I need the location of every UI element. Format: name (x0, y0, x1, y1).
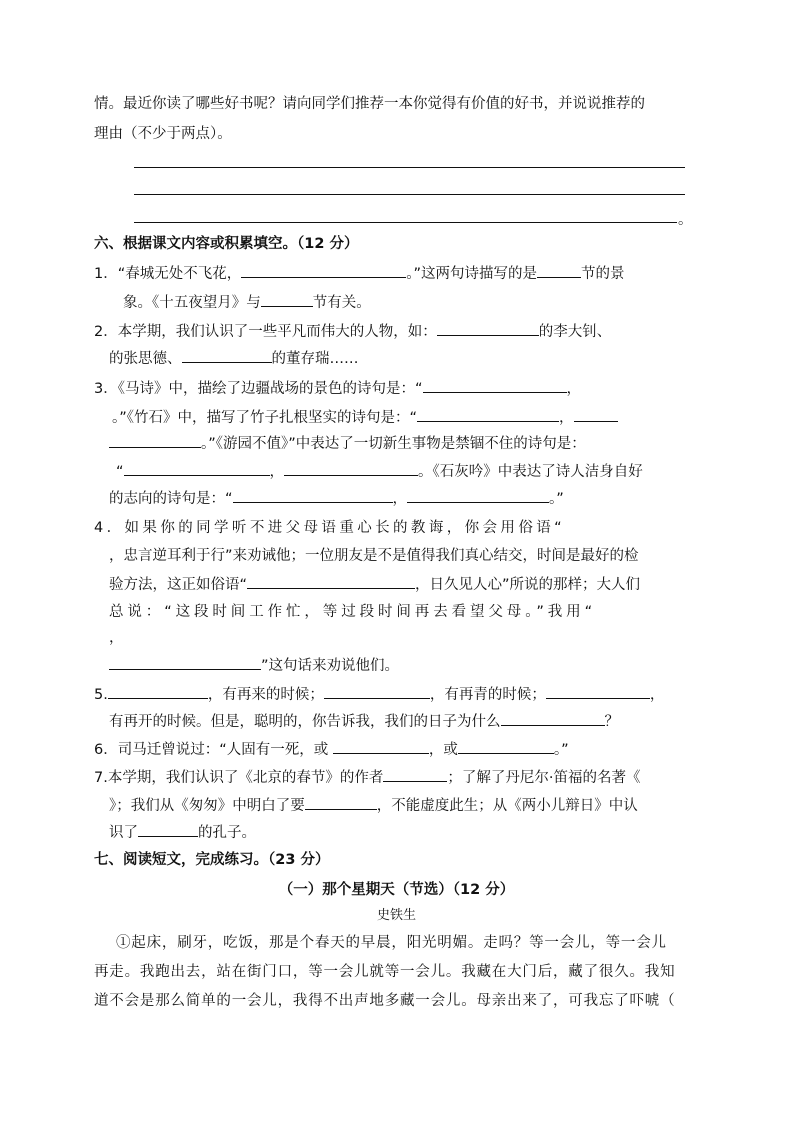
q4-text-e: 总说：“这段时间工作忙，等过段时间再去看望父母。”我用“ (109, 604, 596, 620)
q1-text-a: 1．“春城无处不飞花， (94, 266, 242, 282)
q3-text-g: ， (269, 464, 285, 480)
question-7-line-2 (109, 795, 638, 816)
q7-blank-3[interactable] (138, 822, 198, 837)
question-7-line-3 (109, 822, 256, 843)
q7-text-c: 》；我们从《匆匆》中明白了要 (109, 798, 305, 814)
question-5-line-1 (94, 684, 664, 705)
q7-blank-2[interactable] (305, 795, 377, 810)
q1-text-b: 。”这两句诗描写的是 (406, 266, 538, 282)
q6-text-a: 6．司马迁曾说过：“人固有一死，或 (94, 742, 333, 758)
q6-text-b: ，或 (428, 742, 458, 758)
question-3-line-4 (116, 461, 643, 482)
passage-line-3: 道不会是那么简单的一会儿，我得不出声地多藏一会儿。母亲出来了，可我忘了吓唬（ (94, 993, 676, 1009)
q3-text-a: 3．《马诗》中，描绘了边疆战场的景色的诗句是：“ (94, 381, 423, 397)
q3-blank-2[interactable] (417, 407, 559, 422)
q1-blank-2[interactable] (537, 263, 581, 278)
question-5-line-2 (109, 711, 619, 732)
q5-text-e: 有再开的时候。但是，聪明的，你告诉我，我们的日子为什么 (109, 714, 501, 730)
q3-text-i: 的志向的诗句是：“ (109, 491, 233, 507)
question-2-line-2 (109, 348, 359, 369)
passage-line-2: 再走。我跑出去，站在街门口，等一会儿就等一会儿。我藏在大门后，藏了很久。我知 (94, 964, 676, 980)
passage-title: （一）那个星期天（节选）（12 分） (278, 882, 515, 898)
q5-blank-1[interactable] (108, 684, 208, 699)
answer-end-period: 。 (678, 212, 693, 228)
question-3-line-2 (112, 407, 618, 428)
q3-text-e: 。”《游园不值》”中表达了一切新生事物是禁锢不住的诗句是： (201, 436, 586, 452)
q5-blank-4[interactable] (501, 711, 605, 726)
q5-blank-3[interactable] (546, 684, 650, 699)
q7-text-a: 7.本学期，我们认识了《北京的春节》的作者 (94, 770, 384, 786)
question-3-line-3 (109, 433, 586, 454)
question-4-line-4 (109, 602, 596, 622)
q1-text-e: 节有关。 (312, 295, 371, 311)
question-4-line-3 (109, 574, 640, 595)
q6-text-c: 。” (553, 742, 569, 758)
q3-blank-4[interactable] (109, 433, 201, 448)
question-3-line-5 (109, 488, 564, 509)
q7-blank-1[interactable] (383, 767, 447, 782)
q3-blank-5[interactable] (124, 461, 270, 476)
answer-line-3[interactable] (134, 222, 677, 223)
q5-text-b: ，有再来的时候； (207, 687, 324, 703)
q3-text-j: ， (392, 491, 408, 507)
q5-text-f: ？ (604, 714, 619, 730)
q2-blank-2[interactable] (182, 348, 272, 363)
q3-text-c: 。”《竹石》中，描写了竹子扎根坚实的诗句是：“ (112, 410, 418, 426)
q7-text-d: ，不能虚度此生；从《两小儿辩日》中认 (376, 798, 638, 814)
q7-text-b: ；了解了丹尼尔·笛福的名著《 (447, 770, 641, 786)
intro-line-2: 理由（不少于两点）。 (94, 126, 232, 142)
passage-author: 史铁生 (376, 908, 416, 923)
answer-line-2[interactable] (134, 194, 685, 195)
q2-text-d: 的董存瑞…… (271, 351, 359, 367)
q1-blank-1[interactable] (241, 263, 406, 278)
q2-text-a: 2．本学期，我们认识了一些平凡而伟大的人物，如： (94, 324, 437, 340)
q2-text-b: 的李大钊、 (538, 324, 612, 340)
q2-blank-1[interactable] (437, 321, 539, 336)
q4-blank-2[interactable] (109, 655, 261, 670)
q3-blank-8[interactable] (407, 488, 549, 503)
q3-text-k: 。” (549, 491, 564, 507)
question-1-line-1 (94, 263, 625, 284)
q6-blank-2[interactable] (458, 739, 554, 754)
q5-text-c: ，有再青的时候； (429, 687, 546, 703)
q6-blank-1[interactable] (333, 739, 429, 754)
question-4-line-6 (109, 655, 399, 676)
answer-line-1[interactable] (134, 167, 685, 168)
q3-blank-1[interactable] (423, 378, 567, 393)
q2-text-c: 的张思德、 (109, 351, 182, 367)
q3-text-b: ， (566, 381, 581, 397)
q1-blank-3[interactable] (261, 292, 313, 307)
q4-text-c: 验方法，这正如俗语“ (109, 577, 248, 593)
q3-text-d: ， (559, 410, 574, 426)
section-6-heading: 六、根据课文内容或积累填空。（12 分） (94, 236, 359, 252)
q4-blank-1[interactable] (247, 574, 415, 589)
q4-text-d: ，日久见人心”所说的那样；大人们 (415, 577, 641, 593)
q5-text-d: ， (649, 687, 665, 703)
intro-line-1: 情。最近你读了哪些好书呢？请向同学们推荐一本你觉得有价值的好书，并说说推荐的 (94, 96, 645, 112)
question-7-line-1 (94, 767, 640, 788)
question-2-line-1 (94, 321, 611, 342)
question-3-line-1 (94, 378, 581, 399)
q4-text-a: 4．如果你的同学听不进父母语重心长的教诲，你会用俗语“ (94, 520, 566, 536)
q3-blank-7[interactable] (233, 488, 393, 503)
section-7-heading: 七、阅读短文，完成练习。（23 分） (94, 852, 330, 868)
question-4-line-5: ， (109, 630, 124, 646)
q1-text-c: 节的景 (581, 266, 625, 282)
q3-text-f: “ (116, 464, 124, 480)
q5-blank-2[interactable] (324, 684, 430, 699)
question-4-line-2: ，忠言逆耳利于行”来劝诫他；一位朋友是不是值得我们真心结交，时间是最好的检 (109, 548, 639, 564)
q3-blank-3[interactable] (574, 407, 618, 422)
q5-text-a: 5. (94, 687, 108, 703)
question-6-line-1 (94, 739, 569, 760)
q1-text-d: 象。《十五夜望月》与 (123, 295, 261, 311)
passage-line-1: ①起床，刷牙，吃饭，那是个春天的早晨，阳光明媚。走吗？等一会儿，等一会儿 (116, 935, 667, 951)
q3-blank-6[interactable] (284, 461, 418, 476)
question-1-line-2 (123, 292, 371, 313)
q7-text-e: 识了 (109, 825, 138, 841)
q7-text-f: 的孔子。 (198, 825, 256, 841)
question-4-line-1 (94, 518, 698, 538)
q4-text-g: ”这句话来劝说他们。 (261, 658, 400, 674)
q3-text-h: 。《石灰吟》中表达了诗人洁身自好 (418, 464, 643, 480)
